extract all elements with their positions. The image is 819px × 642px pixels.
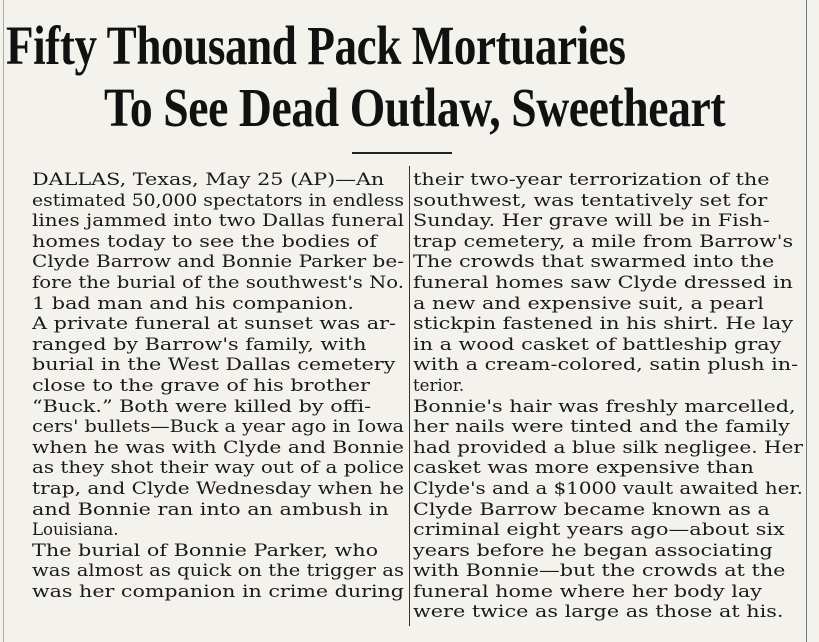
right-edge-rule <box>806 0 807 642</box>
article-line: homes today to see the bodies of <box>32 231 377 251</box>
article-line: Clyde Barrow became known as a <box>413 499 770 519</box>
headline-divider <box>352 152 452 154</box>
article-line: Bonnie's hair was freshly marcelled, <box>413 396 796 416</box>
article-line: The burial of Bonnie Parker, who <box>32 540 379 560</box>
column-rule <box>409 166 410 626</box>
article-line: their two-year terrorization of the <box>413 170 770 189</box>
article-line: her nails were tinted and the family <box>413 417 790 437</box>
article-line: had provided a blue silk negligee. Her <box>413 437 803 457</box>
article-line: trap, and Clyde Wednesday when he <box>32 478 404 498</box>
article-line: and Bonnie ran into an ambush in <box>32 499 389 519</box>
headline-line-1: Fifty Thousand Pack Mortuaries <box>6 15 626 76</box>
article-line: estimated 50,000 spectators in endless <box>32 190 404 210</box>
article-line: fore the burial of the southwest's No. <box>32 272 404 292</box>
article-line: stickpin fastened in his shirt. He lay <box>413 314 794 334</box>
article-line: funeral home where her body lay <box>413 581 762 601</box>
article-line: lines jammed into two Dallas funeral <box>32 211 404 231</box>
article-line: 1 bad man and his companion. <box>32 293 354 313</box>
article-line: Clyde Barrow and Bonnie Parker be- <box>32 252 404 272</box>
article-line: criminal eight years ago—about six <box>413 520 785 540</box>
right-column <box>413 170 805 623</box>
left-edge-rule <box>3 0 4 642</box>
article-line: Louisiana. <box>32 520 119 540</box>
article-line: cers' bullets—Buck a year ago in Iowa <box>32 417 404 437</box>
left-column <box>32 170 404 602</box>
article-line: was her companion in crime during <box>32 581 404 601</box>
article-line: Clyde's and a $1000 vault awaited her. <box>413 478 803 498</box>
article-line: with Bonnie—but the crowds at the <box>413 561 786 581</box>
article-line: Sunday. Her grave will be in Fish- <box>413 211 770 231</box>
article-line: terior. <box>413 375 465 395</box>
article-line: southwest, was tentatively set for <box>413 190 768 210</box>
article-line: DALLAS, Texas, May 25 (AP)—An <box>32 170 385 189</box>
article-line: when he was with Clyde and Bonnie <box>32 437 404 457</box>
article-line: burial in the West Dallas cemetery <box>32 355 396 375</box>
article-line: funeral homes saw Clyde dressed in <box>413 272 793 292</box>
article-line: as they shot their way out of a police <box>32 458 404 478</box>
article-line: The crowds that swarmed into the <box>413 252 775 272</box>
article-line: “Buck.” Both were killed by offi- <box>32 396 372 416</box>
article-line: trap cemetery, a mile from Barrow's <box>413 231 794 251</box>
article-line: were twice as large as those at his. <box>413 602 784 622</box>
article-line: years before he began associating <box>413 540 773 560</box>
article-line: close to the grave of his brother <box>32 375 370 395</box>
article-line: was almost as quick on the trigger as <box>32 561 404 581</box>
article-line: ranged by Barrow's family, with <box>32 334 367 354</box>
article-line: casket was more expensive than <box>413 458 754 478</box>
article-line: a new and expensive suit, a pearl <box>413 293 764 313</box>
headline-line-2: To See Dead Outlaw, Sweetheart <box>104 77 726 138</box>
article-line: with a cream-colored, satin plush in- <box>413 355 799 375</box>
article-line: A private funeral at sunset was ar- <box>32 314 397 334</box>
article-line: in a wood casket of battleship gray <box>413 334 782 354</box>
